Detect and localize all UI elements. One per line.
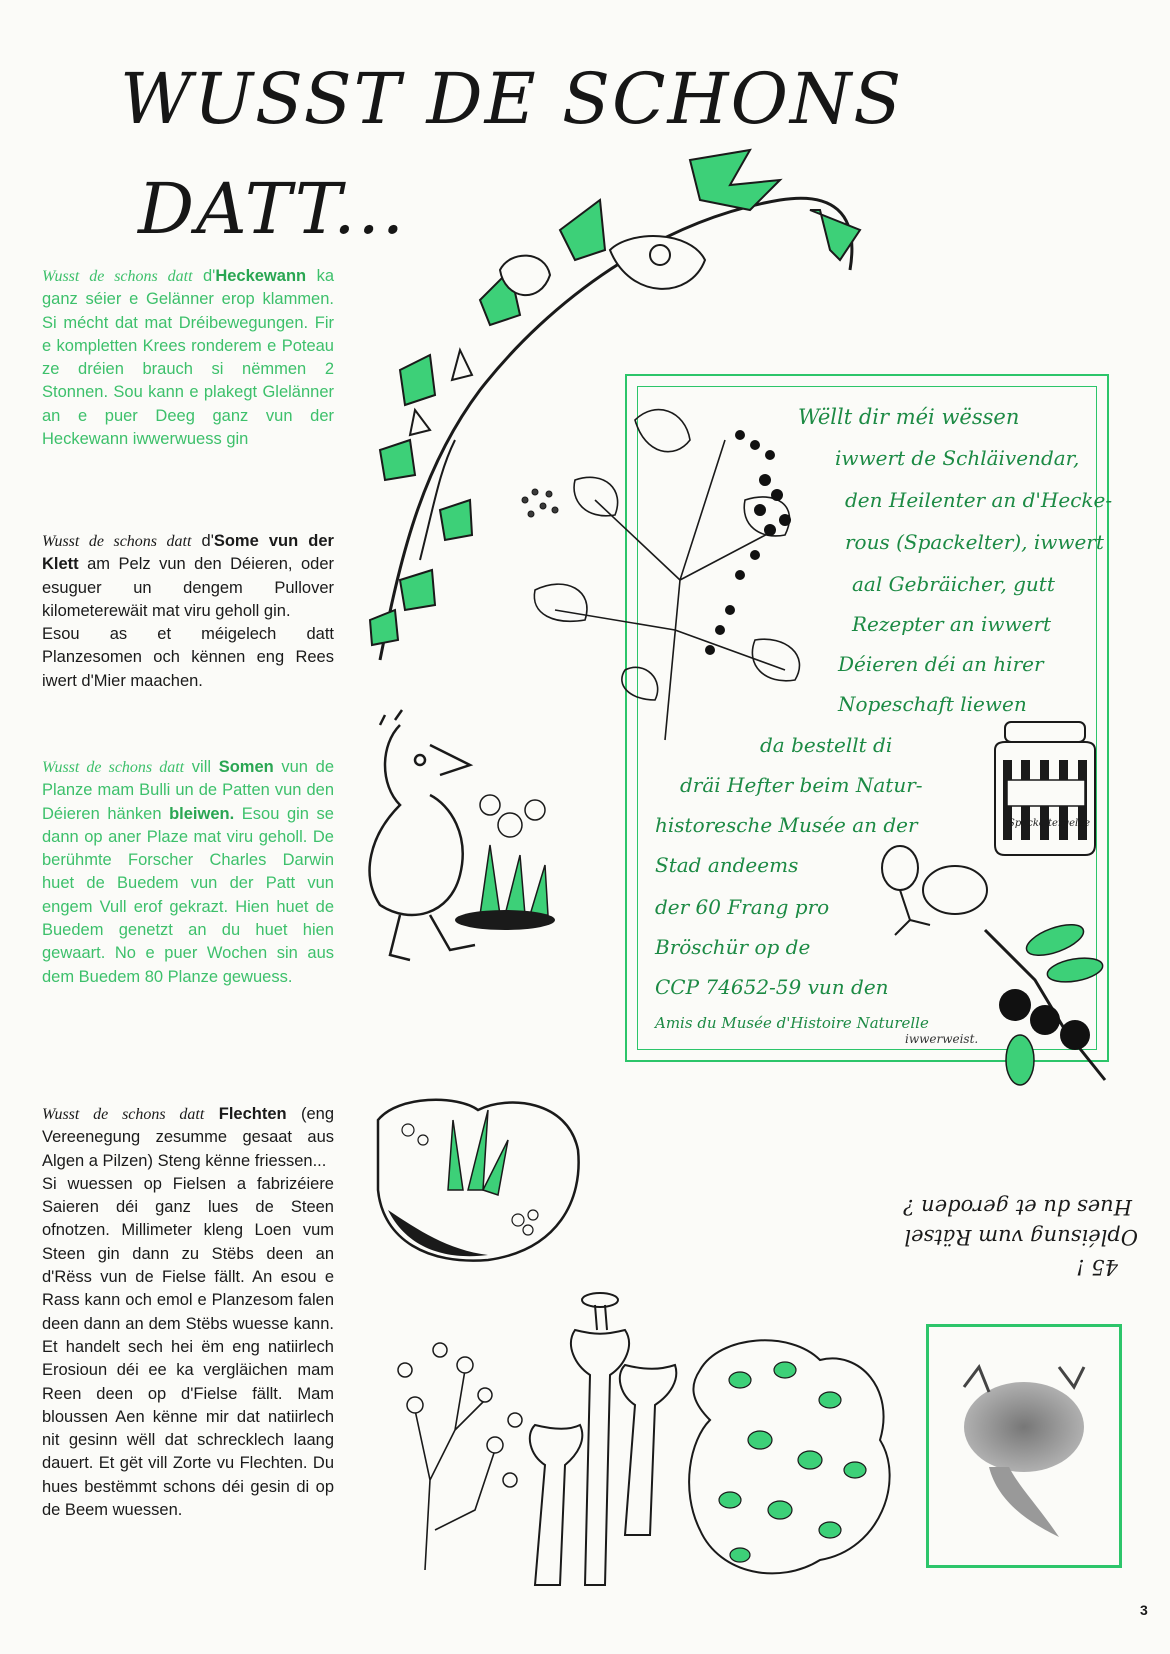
riddle-upside-down — [838, 1192, 1138, 1282]
article-klett — [42, 530, 334, 693]
leaf-lichen-illustration — [680, 1330, 910, 1590]
page-number: 3 — [1140, 1602, 1148, 1618]
article-heckewann — [42, 265, 334, 451]
article-body: ka ganz séier e Gelänner erop klammen. Si mécht dat mat Dréibewegungen. Fir e kompletten Krees ronderem e Poteau ze dréien brauch si nëmmen 2 Stonnen. Sou kann e plakegt Glelänner an e puer Deeg ganz vun der Heckewann iwwerwuess gin — [42, 267, 334, 449]
info-line: Déieren déi an hirer — [838, 652, 1044, 676]
info-line: CCP 74652-59 vun den — [655, 975, 889, 999]
article-keyword-2: bleiwen. — [169, 804, 235, 823]
article-body: vun de Planze mam Bulli un de Patten vun den Déieren hänken — [42, 758, 334, 823]
jar-label: Spackeltergelee — [1008, 818, 1091, 829]
info-line: der 60 Frang pro — [655, 895, 830, 919]
info-line: den Heilenter an d'Hecke- — [845, 488, 1113, 512]
article-prefix — [204, 1105, 218, 1123]
info-line: Wëllt dir méi wëssen — [798, 405, 1020, 429]
riddle-line-2: Opléisung vum Rätsel — [904, 1225, 1138, 1249]
article-lead: Wusst de schons datt — [42, 1106, 205, 1123]
sloe-branch-illustration — [975, 910, 1155, 1100]
animal-photo-illustration — [949, 1357, 1099, 1547]
article-flechten — [42, 1103, 334, 1522]
article-lead: Wusst de schons datt — [42, 268, 193, 285]
article-body: am Pelz vun den Déieren, oder esuguer un dengem Pullover kilometerewäit mat viru geholl gin. — [42, 555, 334, 620]
page-title-line-1: WUSST DE SCHONS — [120, 58, 904, 140]
article-body-2: Si wuessen op Fielsen a fabrizéiere Saieren déi ganz lues de Steen ofnotzen. Millimeter kleng Loen vum Steen gin dann zu Stëbs deen an d'Rëss vun de Fielse fällt. An esou e Rass kann och emol e Planzesom falen deen dann an dem Stëbs wuesse kann. Et handelt sech hei ëm eng natiirlech Erosioun déi ee ka vergläichen mam Reen deen op d'Fielse fällt. Mam bloussen Aen kënne mir dat natiirlech nit gesinn wëll dat schrecklech laang dauert. Et gët vill Zorte vu Flechten. Du hues bestëmmt schons déi gesin di op de Beem wuessen. — [42, 1174, 334, 1520]
article-prefix: d' — [192, 267, 216, 285]
article-prefix: vill — [184, 758, 219, 776]
info-line: aal Gebräicher, gutt — [852, 572, 1055, 596]
article-keyword: Flechten — [218, 1105, 287, 1123]
info-line: Bröschür op de — [655, 935, 811, 959]
info-line: Amis du Musée d'Histoire Naturelle — [655, 1014, 929, 1032]
article-keyword: Heckewann — [215, 267, 307, 285]
article-keyword: Somen — [218, 758, 274, 776]
article-keyword: Some vun der Klett — [42, 532, 334, 574]
info-line: Nopeschaft liewen — [838, 692, 1027, 716]
article-body-2: Esou gin se dann op aner Plaze mat viru geholl. De berühmte Forscher Charles Darwin huet de Buedem vun der Patt vun engem Vull erof gekrazt. Hien huet de Buedem genetzt an du huet hien gewaart. No e puer Wochen sin aus dem Buedem 80 Planze gewuess. — [42, 804, 334, 986]
lichen-branching-illustration — [385, 1330, 535, 1570]
info-line: da bestellt di — [760, 733, 893, 757]
info-line: iwwert de Schläivendar, — [835, 446, 1080, 470]
article-lead: Wusst de schons datt — [42, 533, 192, 550]
info-signoff: iwwerweist. — [905, 1032, 979, 1046]
article-body-2: Esou as et méigelech datt Planzesomen och kënnen eng Rees iwert d'Mier maachen. — [42, 625, 334, 690]
info-line: historesche Musée an der — [655, 813, 918, 837]
cup-lichen-illustration — [515, 1285, 685, 1585]
page-title-line-2: DATT... — [138, 168, 406, 250]
info-line: rous (Spackelter), iwwert — [845, 530, 1104, 554]
info-line: Stad andeems — [655, 853, 799, 877]
article-body: (eng Vereenegung zesumme gesaat aus Algen a Pilzen) Steng kënne friessen... — [42, 1105, 335, 1170]
article-prefix: d' — [191, 532, 214, 550]
jam-jar-illustration — [985, 720, 1105, 860]
info-line: dräi Hefter beim Natur- — [680, 773, 923, 797]
article-lead: Wusst de schons datt — [42, 759, 185, 776]
bird-illustration — [340, 715, 570, 995]
lichen-rock-illustration — [368, 1090, 588, 1270]
riddle-line-1: Hues du et geroden ? — [903, 1195, 1132, 1219]
article-somen — [42, 756, 334, 989]
riddle-line-3: 45 ! — [1076, 1255, 1118, 1279]
info-line: Rezepter an iwwert — [852, 612, 1052, 636]
elderberry-branch-illustration — [515, 380, 835, 760]
riddle-answer-photo-frame — [926, 1324, 1122, 1568]
